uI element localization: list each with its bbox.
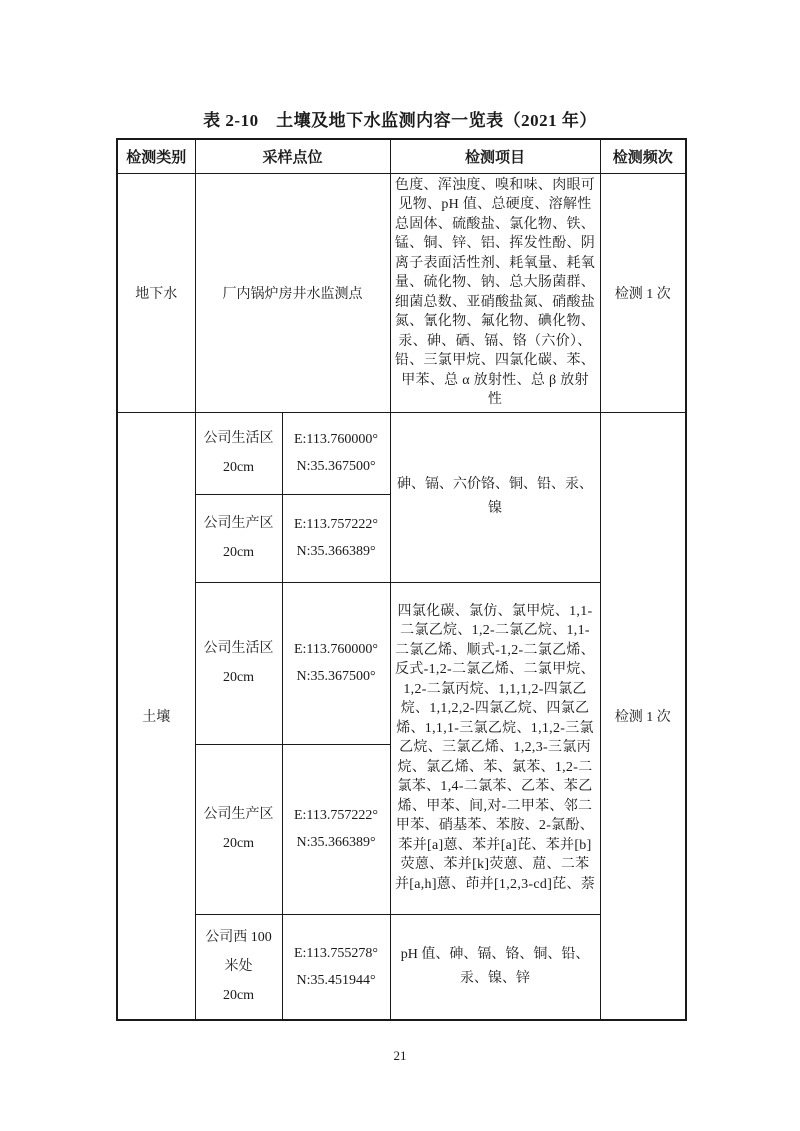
location-name: 公司西 100 米处 (205, 930, 272, 975)
coordinate-n: N:35.367500° (296, 669, 376, 684)
coordinate-n: N:35.366389° (296, 544, 376, 559)
coordinate-n: N:35.366389° (296, 835, 376, 850)
coordinate-e: E:113.755278° (293, 945, 379, 961)
soil-coordinates-cell (282, 744, 390, 914)
location-depth: 20cm (222, 836, 255, 851)
location-name: 公司生产区 (203, 516, 274, 531)
soil-location-cell (195, 582, 282, 744)
groundwater-frequency: 检测 1 次 (600, 173, 686, 412)
location-name: 公司生活区 (203, 431, 274, 446)
table-title: 表 2-10 土壤及地下水监测内容一览表（2021 年） (203, 111, 597, 130)
coordinate-e: E:113.760000° (293, 642, 379, 657)
coordinate-e: E:113.757222° (293, 808, 379, 823)
soil-location-cell (195, 744, 282, 914)
soil-location-cell (195, 412, 282, 494)
soil-coordinates-cell (282, 914, 390, 1020)
soil-items-metals: 砷、镉、六价铬、铜、铅、汞、镍 (390, 412, 600, 582)
location-name: 公司生产区 (203, 807, 274, 822)
coordinate-e: E:113.760000° (293, 432, 379, 447)
table-row (117, 173, 686, 412)
header-row (117, 139, 686, 173)
header-frequency: 检测频次 (600, 139, 686, 173)
soil-items-organics: 四氯化碳、氯仿、氯甲烷、1,1-二氯乙烷、1,2-二氯乙烷、1,1-二氯乙烯、顺式-1,2-二氯乙烯、反式-1,2-二氯乙烯、二氯甲烷、1,2-二氯丙烷、1,1,1,2-四氯乙烷、1,1,2,2-四氯乙烷、四氯乙烯、1,1,1-三氯乙烷、1,1,2-三氯乙烷、三氯乙烯、1,2,3-三氯丙烷、氯乙烯、苯、氯苯、1,2-二氯苯、1,4-二氯苯、乙苯、苯乙烯、甲苯、间,对-二甲苯、邻二甲苯、硝基苯、苯胺、2-氯酚、苯并[a]蒽、苯并[a]芘、苯并[b]荧蒽、苯并[k]荧蒽、䓛、二苯并[a,h]蒽、茚并[1,2,3-cd]芘、萘 (390, 582, 600, 914)
coordinate-n: N:35.367500° (296, 459, 376, 474)
soil-coordinates-cell (282, 412, 390, 494)
coordinate-n: N:35.451944° (296, 972, 376, 988)
groundwater-sampling-point: 厂内锅炉房井水监测点 (195, 173, 390, 412)
header-items: 检测项目 (390, 139, 600, 173)
soil-items-ph-metals: pH 值、砷、镉、铬、铜、铅、汞、镍、锌 (390, 914, 600, 1020)
soil-frequency: 检测 1 次 (600, 412, 686, 1020)
groundwater-items: 色度、浑浊度、嗅和味、肉眼可见物、pH 值、总硬度、溶解性总固体、硫酸盐、氯化物、铁、锰、铜、锌、铝、挥发性酚、阴离子表面活性剂、耗氧量、耗氧量、硫化物、钠、总大肠菌群、细菌总数、亚硝酸盐氮、硝酸盐氮、氰化物、氟化物、碘化物、汞、砷、硒、镉、铬（六价）、铅、三氯甲烷、四氯化碳、苯、甲苯、总 α 放射性、总 β 放射性 (390, 173, 600, 412)
location-depth: 20cm (222, 670, 255, 685)
soil-location-cell (195, 494, 282, 582)
table-row (117, 412, 686, 494)
coordinate-e: E:113.757222° (293, 517, 379, 532)
soil-location-cell (195, 914, 282, 1020)
location-depth: 20cm (222, 988, 255, 1004)
location-name: 公司生活区 (203, 641, 274, 656)
soil-category: 土壤 (117, 412, 195, 1020)
monitoring-table (116, 138, 687, 1021)
location-depth: 20cm (222, 545, 255, 560)
soil-coordinates-cell (282, 494, 390, 582)
groundwater-category: 地下水 (117, 173, 195, 412)
location-depth: 20cm (222, 460, 255, 475)
page-number: 21 (393, 1048, 407, 1063)
header-sampling-point: 采样点位 (195, 139, 390, 173)
header-category: 检测类别 (117, 139, 195, 173)
soil-coordinates-cell (282, 582, 390, 744)
